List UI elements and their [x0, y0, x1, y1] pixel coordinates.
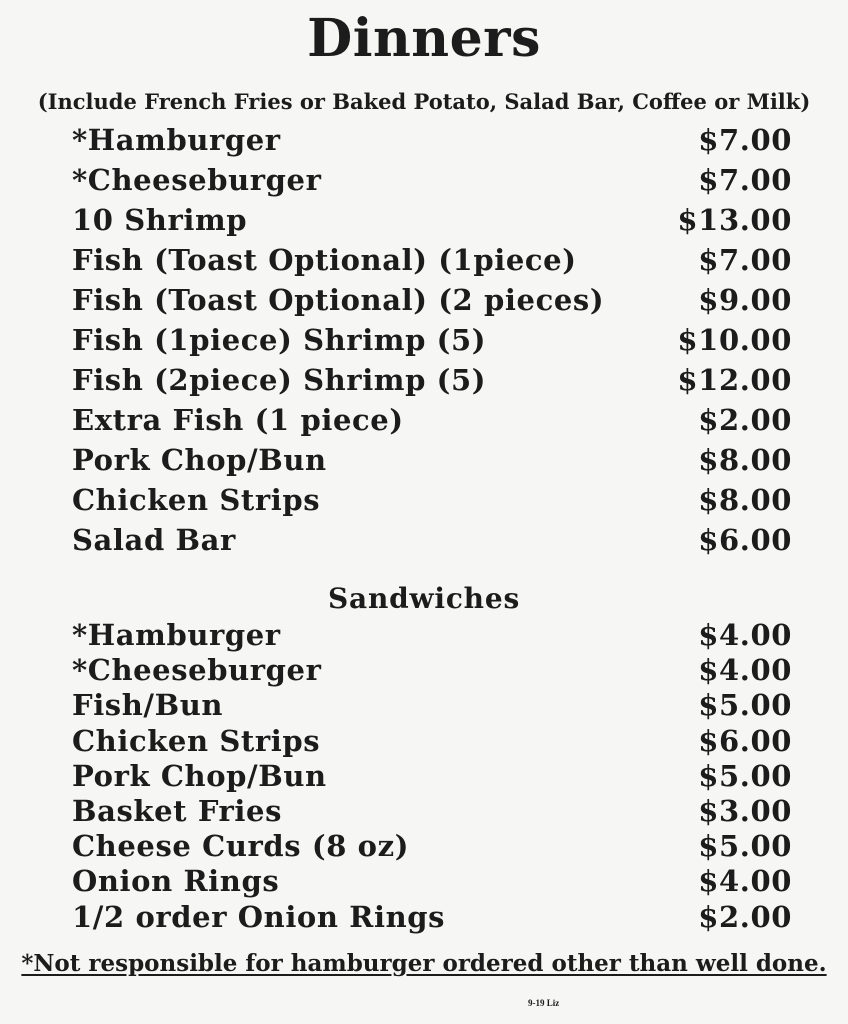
menu-item	[72, 400, 792, 440]
menu-item	[72, 724, 792, 759]
signature: 9-19 Liz	[528, 998, 560, 1008]
menu-item	[72, 794, 792, 829]
menu-item	[72, 440, 792, 480]
item-name: Chicken Strips	[72, 723, 321, 758]
dinners-list	[72, 120, 792, 560]
item-price: $8.00	[698, 483, 792, 517]
item-name: Salad Bar	[72, 523, 236, 557]
item-price: $5.00	[698, 758, 792, 793]
menu-item	[72, 280, 792, 320]
item-name: *Hamburger	[72, 123, 281, 157]
item-price: $6.00	[698, 523, 792, 557]
item-price: $2.00	[698, 403, 792, 437]
sandwiches-list	[72, 618, 792, 935]
menu-subtitle: (Include French Fries or Baked Potato, Salad Bar, Coffee or Milk)	[37, 89, 811, 114]
menu-item	[72, 120, 792, 160]
item-price: $7.00	[698, 123, 792, 157]
item-name: 10 Shrimp	[72, 203, 248, 237]
menu-item	[72, 320, 792, 360]
menu-item	[72, 480, 792, 520]
item-name: Basket Fries	[72, 793, 283, 828]
item-price: $2.00	[698, 899, 792, 934]
item-price: $10.00	[677, 323, 792, 357]
menu-item	[72, 864, 792, 899]
item-name: *Cheeseburger	[72, 653, 322, 688]
item-price: $5.00	[698, 829, 792, 864]
item-price: $12.00	[677, 363, 792, 397]
item-name: Extra Fish (1 piece)	[72, 403, 404, 437]
item-price: $3.00	[698, 793, 792, 828]
menu-title: Dinners	[307, 8, 541, 69]
item-price: $8.00	[698, 443, 792, 477]
item-name: 1/2 order Onion Rings	[72, 899, 446, 934]
sandwiches-heading: Sandwiches	[327, 582, 521, 615]
item-name: Fish (1piece) Shrimp (5)	[72, 323, 487, 357]
item-name: Fish/Bun	[72, 688, 224, 723]
menu-item	[72, 360, 792, 400]
item-price: $7.00	[698, 163, 792, 197]
item-name: *Hamburger	[72, 618, 281, 652]
menu-item	[72, 520, 792, 560]
item-name: Fish (2piece) Shrimp (5)	[72, 363, 487, 397]
menu-item	[72, 688, 792, 723]
item-name: Pork Chop/Bun	[72, 758, 327, 793]
item-price: $4.00	[698, 864, 792, 899]
item-price: $4.00	[698, 653, 792, 688]
item-price: $6.00	[698, 723, 792, 758]
menu-item	[72, 200, 792, 240]
item-price: $4.00	[698, 618, 792, 652]
item-name: Fish (Toast Optional) (2 pieces)	[72, 283, 605, 317]
item-price: $9.00	[698, 283, 792, 317]
menu-item	[72, 653, 792, 688]
menu-item	[72, 240, 792, 280]
item-name: Onion Rings	[72, 864, 280, 899]
item-name: Pork Chop/Bun	[72, 443, 327, 477]
menu-item	[72, 160, 792, 200]
item-name: Fish (Toast Optional) (1piece)	[72, 243, 577, 277]
footnote: *Not responsible for hamburger ordered other than well done.	[21, 950, 827, 977]
item-price: $5.00	[698, 688, 792, 723]
item-name: Cheese Curds (8 oz)	[72, 829, 410, 864]
item-name: *Cheeseburger	[72, 163, 322, 197]
menu-item	[72, 900, 792, 935]
item-name: Chicken Strips	[72, 483, 321, 517]
menu-item	[72, 829, 792, 864]
item-price: $13.00	[677, 203, 792, 237]
menu-item	[72, 759, 792, 794]
item-price: $7.00	[698, 243, 792, 277]
menu-item	[72, 618, 792, 653]
